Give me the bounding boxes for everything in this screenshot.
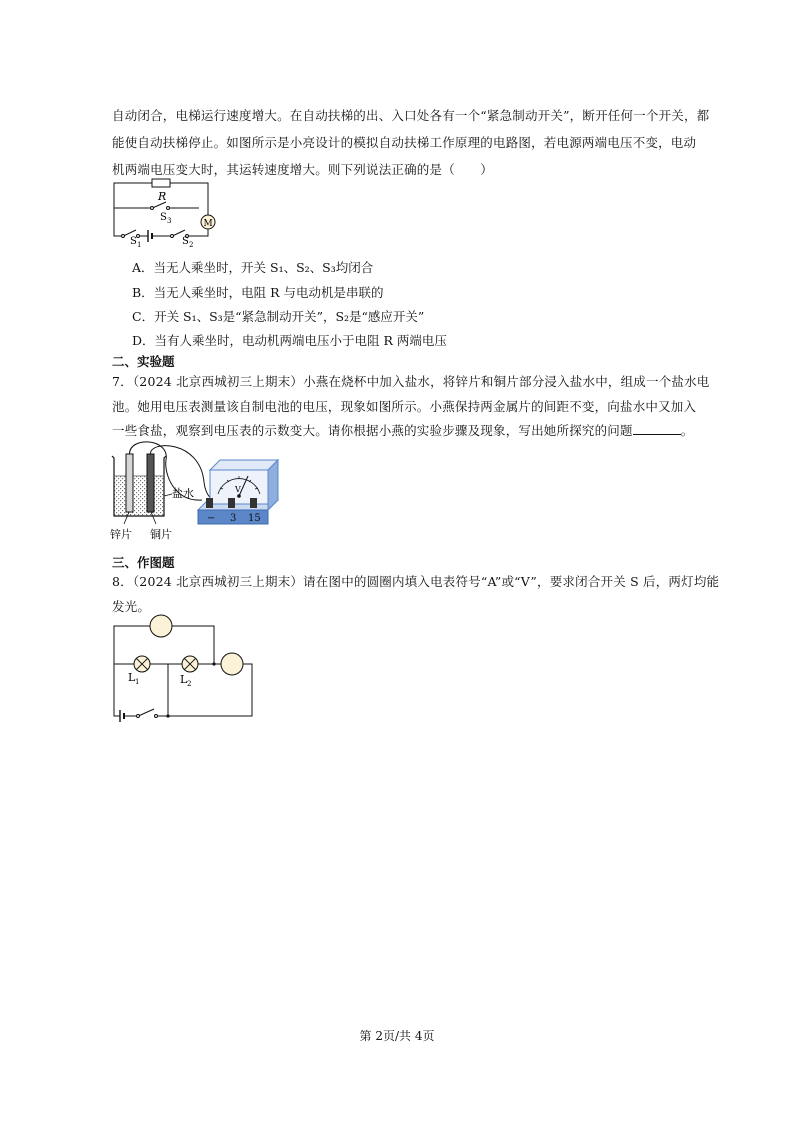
terminal-minus-label: − xyxy=(207,513,216,524)
l1-subscript: 1 xyxy=(135,678,140,686)
salt-water xyxy=(114,476,164,516)
resistor-label: R xyxy=(158,190,167,203)
q6-line-2: 能使自动扶梯停止。如图所示是小亮设计的模拟自动扶梯工作原理的电路图，若电源两端电压不变，电动 xyxy=(112,135,697,150)
answer-blank[interactable] xyxy=(633,422,681,435)
l2-subscript: 2 xyxy=(187,680,192,688)
copper-label: 铜片 xyxy=(150,528,172,541)
voltmeter-symbol: V xyxy=(235,485,241,494)
q6-line-3: 机两端电压变大时，其运转速度增大。则下列说法正确的是（ ） xyxy=(112,162,494,177)
l2-label: L xyxy=(180,673,188,686)
s1-label: S xyxy=(130,236,137,247)
l1-label: L xyxy=(128,671,136,684)
zinc-label: 锌片 xyxy=(110,528,132,541)
lamp-l2 xyxy=(182,656,198,672)
q7-line-2: 池。她用电压表测量该自制电池的电压，现象如图所示。小燕保持两金属片的间距不变，向盐水中又加入 xyxy=(112,399,697,414)
saltwater-label: 盐水 xyxy=(172,487,194,500)
q7-battery-diagram xyxy=(110,442,290,542)
meter-circle-top[interactable] xyxy=(150,615,172,637)
lamp-l1 xyxy=(134,656,150,672)
q6-line-1: 自动闭合，电梯运行速度增大。在自动扶梯的出、入口处各有一个“紧急制动开关”，断开任何一个开关，都 xyxy=(112,108,710,123)
terminal-minus xyxy=(206,498,213,508)
q7-line-1: 7．（2024 北京西城初三上期末）小燕在烧杯中加入盐水，将锌片和铜片部分浸入盐水中，组成一个盐水电 xyxy=(112,374,710,389)
q6-option-b: B．当无人乘坐时，电阻 R 与电动机是串联的 xyxy=(132,285,384,300)
s2-label: S xyxy=(182,236,189,247)
section-heading-drawing: 三、作图题 xyxy=(112,555,175,570)
q6-circuit-diagram xyxy=(108,176,228,249)
q8-line-2: 发光。 xyxy=(112,599,151,614)
s2-subscript: 2 xyxy=(189,241,194,249)
zinc-plate xyxy=(126,454,133,512)
q8-line-1: 8．（2024 北京西城初三上期末）请在图中的圆圈内填入电表符号“A”或“V”，要求闭合开关 S 后，两灯均能 xyxy=(112,574,720,589)
terminal-15-label: 15 xyxy=(248,513,261,524)
page-footer: 第 2页/共 4页 xyxy=(359,1029,435,1043)
copper-plate xyxy=(147,454,154,512)
s1-subscript: 1 xyxy=(137,241,142,249)
q8-circuit-diagram xyxy=(110,614,258,724)
terminal-15 xyxy=(250,498,257,508)
s3-subscript: 3 xyxy=(167,217,172,225)
q7-line-3-text: 一些食盐，观察到电压表的示数变大。请你根据小燕的实验步骤及现象，写出她所探究的问题 xyxy=(112,423,633,438)
meter-circle-right[interactable] xyxy=(221,653,243,675)
q7-line-3 xyxy=(112,421,693,439)
section-heading-experiment: 二、实验题 xyxy=(112,354,175,369)
q6-option-c: C．开关 S₁、S₃是“紧急制动开关”，S₂是“感应开关” xyxy=(132,309,425,324)
q6-option-a: A．当无人乘坐时，开关 S₁、S₂、S₃均闭合 xyxy=(132,260,374,275)
q7-end-punct: 。 xyxy=(680,423,694,438)
q6-option-d: D．当有人乘坐时，电动机两端电压小于电阻 R 两端电压 xyxy=(132,333,447,348)
motor-label: M xyxy=(203,219,213,229)
terminal-3 xyxy=(228,498,235,508)
terminal-3-label: 3 xyxy=(230,513,237,524)
s3-label: S xyxy=(160,212,167,223)
